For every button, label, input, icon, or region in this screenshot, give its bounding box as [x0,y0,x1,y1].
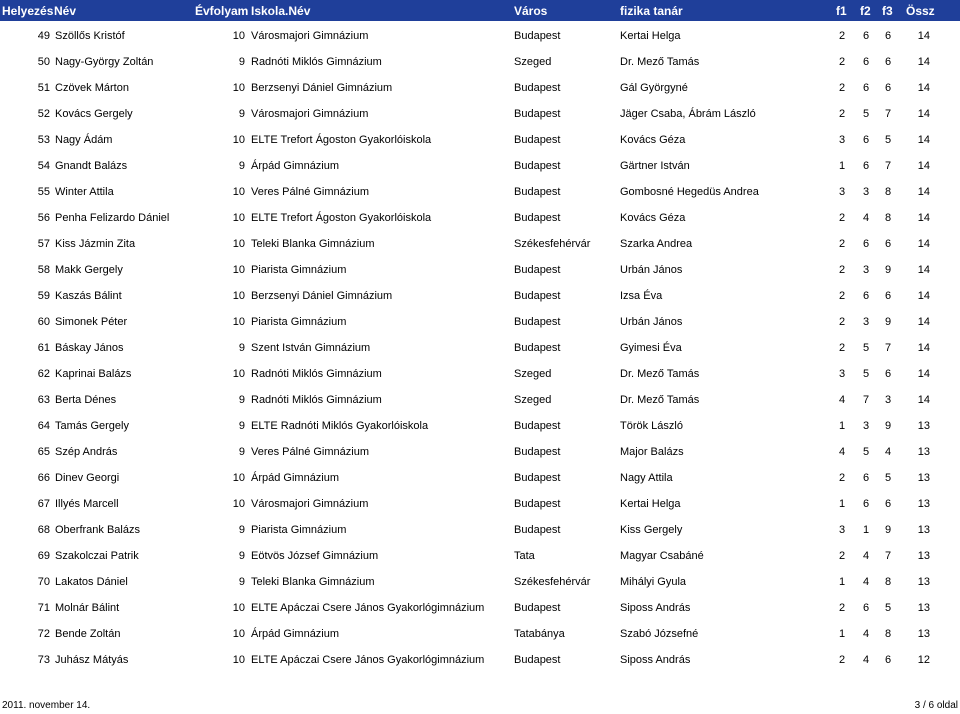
city-cell: Budapest [514,290,561,302]
teacher-cell: Urbán János [620,316,683,328]
f1-score-cell: 2 [838,108,846,120]
table-row [0,443,960,463]
city-cell: Budapest [514,446,561,458]
f2-score-cell: 5 [862,446,870,458]
f2-score-cell: 7 [862,394,870,406]
f1-score-cell: 2 [838,654,846,666]
table-row [0,287,960,307]
table-row [0,625,960,645]
f2-score-cell: 4 [862,628,870,640]
grade-cell: 10 [232,498,245,510]
table-row [0,573,960,593]
table-row [0,391,960,411]
name-cell: Kaprinai Balázs [55,368,132,380]
teacher-cell: Izsa Éva [620,290,663,302]
grade-cell: 9 [238,342,245,354]
f2-score-cell: 4 [862,550,870,562]
name-cell: Tamás Gergely [55,420,129,432]
school-cell: Eötvös József Gimnázium [251,550,379,562]
school-cell: Árpád Gimnázium [251,160,340,172]
f1-score-cell: 1 [838,628,846,640]
rank-cell: 71 [37,602,50,614]
f1-score-cell: 3 [838,524,846,536]
grade-cell: 9 [238,420,245,432]
table-row [0,235,960,255]
rank-cell: 58 [37,264,50,276]
rank-cell: 68 [37,524,50,536]
school-cell: ELTE Apáczai Csere János Gyakorlógimnázium [251,602,485,614]
name-cell: Szöllős Kristóf [55,30,125,42]
grade-cell: 9 [238,576,245,588]
name-cell: Gnandt Balázs [55,160,128,172]
table-row [0,599,960,619]
header-varos: Város [514,4,548,18]
rank-cell: 70 [37,576,50,588]
name-cell: Lakatos Dániel [55,576,128,588]
grade-cell: 10 [232,238,245,250]
total-score-cell: 14 [917,394,930,406]
f3-score-cell: 6 [884,56,892,68]
school-cell: Piarista Gimnázium [251,524,347,536]
total-score-cell: 14 [917,134,930,146]
header-f3: f3 [882,4,893,18]
footer-page-number: 3 / 6 oldal [914,700,958,711]
f3-score-cell: 5 [884,134,892,146]
grade-cell: 9 [238,160,245,172]
f2-score-cell: 4 [862,654,870,666]
f2-score-cell: 6 [862,290,870,302]
name-cell: Juhász Mátyás [55,654,129,666]
total-score-cell: 14 [917,290,930,302]
teacher-cell: Kovács Géza [620,212,686,224]
name-cell: Czövek Márton [55,82,129,94]
city-cell: Budapest [514,498,561,510]
total-score-cell: 13 [917,420,930,432]
total-score-cell: 14 [917,30,930,42]
teacher-cell: Szarka Andrea [620,238,693,250]
table-row [0,339,960,359]
teacher-cell: Jäger Csaba, Ábrám László [620,108,756,120]
f3-score-cell: 4 [884,446,892,458]
f3-score-cell: 8 [884,576,892,588]
rank-cell: 67 [37,498,50,510]
teacher-cell: Urbán János [620,264,683,276]
f1-score-cell: 3 [838,134,846,146]
rank-cell: 73 [37,654,50,666]
teacher-cell: Kertai Helga [620,498,681,510]
f3-score-cell: 3 [884,394,892,406]
name-cell: Makk Gergely [55,264,123,276]
f2-score-cell: 3 [862,264,870,276]
f1-score-cell: 1 [838,160,846,172]
city-cell: Budapest [514,264,561,276]
grade-cell: 10 [232,290,245,302]
city-cell: Szeged [514,394,552,406]
school-cell: Városmajori Gimnázium [251,30,369,42]
total-score-cell: 13 [917,602,930,614]
f1-score-cell: 3 [838,186,846,198]
footer-date: 2011. november 14. [2,700,91,711]
table-row [0,131,960,151]
f2-score-cell: 6 [862,160,870,172]
teacher-cell: Gombosné Hegedüs Andrea [620,186,759,198]
f2-score-cell: 6 [862,56,870,68]
teacher-cell: Kertai Helga [620,30,681,42]
f3-score-cell: 7 [884,550,892,562]
city-cell: Budapest [514,654,561,666]
f1-score-cell: 2 [838,602,846,614]
city-cell: Budapest [514,212,561,224]
table-row [0,261,960,281]
grade-cell: 10 [232,602,245,614]
rank-cell: 63 [37,394,50,406]
f3-score-cell: 7 [884,160,892,172]
total-score-cell: 14 [917,82,930,94]
school-cell: Piarista Gimnázium [251,316,347,328]
school-cell: Árpád Gimnázium [251,628,340,640]
f2-score-cell: 6 [862,498,870,510]
grade-cell: 10 [232,316,245,328]
f2-score-cell: 6 [862,602,870,614]
f2-score-cell: 5 [862,368,870,380]
header-tanar: fizika tanár [620,4,683,18]
city-cell: Budapest [514,186,561,198]
teacher-cell: Magyar Csabáné [620,550,704,562]
school-cell: ELTE Trefort Ágoston Gyakorlóiskola [251,134,432,146]
f1-score-cell: 2 [838,212,846,224]
table-row [0,27,960,47]
header-helyezes: Helyezés [2,4,54,18]
f2-score-cell: 3 [862,186,870,198]
total-score-cell: 12 [917,654,930,666]
teacher-cell: Gyimesi Éva [620,342,682,354]
city-cell: Budapest [514,30,561,42]
name-cell: Penha Felizardo Dániel [55,212,170,224]
total-score-cell: 13 [917,628,930,640]
total-score-cell: 13 [917,446,930,458]
school-cell: Veres Pálné Gimnázium [251,446,369,458]
f2-score-cell: 5 [862,342,870,354]
total-score-cell: 14 [917,212,930,224]
name-cell: Kiss Jázmin Zita [55,238,136,250]
school-cell: Városmajori Gimnázium [251,108,369,120]
grade-cell: 9 [238,550,245,562]
school-cell: ELTE Trefort Ágoston Gyakorlóiskola [251,212,432,224]
city-cell: Székesfehérvár [514,576,591,588]
f1-score-cell: 2 [838,316,846,328]
total-score-cell: 14 [917,342,930,354]
city-cell: Budapest [514,160,561,172]
f1-score-cell: 2 [838,472,846,484]
total-score-cell: 14 [917,264,930,276]
name-cell: Dinev Georgi [55,472,120,484]
school-cell: Radnóti Miklós Gimnázium [251,394,382,406]
city-cell: Tatabánya [514,628,565,640]
table-row [0,79,960,99]
f3-score-cell: 8 [884,628,892,640]
f2-score-cell: 4 [862,576,870,588]
grade-cell: 10 [232,264,245,276]
table-row [0,495,960,515]
city-cell: Budapest [514,82,561,94]
rank-cell: 52 [37,108,50,120]
grade-cell: 10 [232,654,245,666]
grade-cell: 10 [232,186,245,198]
grade-cell: 10 [232,30,245,42]
school-cell: Teleki Blanka Gimnázium [251,238,375,250]
name-cell: Illyés Marcell [55,498,119,510]
grade-cell: 10 [232,82,245,94]
f3-score-cell: 8 [884,212,892,224]
f2-score-cell: 3 [862,420,870,432]
f1-score-cell: 4 [838,394,846,406]
teacher-cell: Kovács Géza [620,134,686,146]
name-cell: Simonek Péter [55,316,128,328]
teacher-cell: Nagy Attila [620,472,673,484]
name-cell: Kaszás Bálint [55,290,122,302]
f3-score-cell: 9 [884,316,892,328]
f2-score-cell: 1 [862,524,870,536]
f1-score-cell: 2 [838,82,846,94]
table-row [0,53,960,73]
f3-score-cell: 6 [884,654,892,666]
grade-cell: 10 [232,368,245,380]
city-cell: Tata [514,550,535,562]
f3-score-cell: 6 [884,498,892,510]
school-cell: ELTE Radnóti Miklós Gyakorlóiskola [251,420,429,432]
rank-cell: 69 [37,550,50,562]
grade-cell: 10 [232,134,245,146]
f2-score-cell: 6 [862,30,870,42]
table-header [0,0,960,21]
city-cell: Székesfehérvár [514,238,591,250]
f1-score-cell: 2 [838,264,846,276]
school-cell: Teleki Blanka Gimnázium [251,576,375,588]
rank-cell: 72 [37,628,50,640]
f1-score-cell: 1 [838,420,846,432]
f3-score-cell: 6 [884,238,892,250]
grade-cell: 9 [238,394,245,406]
school-cell: Radnóti Miklós Gimnázium [251,56,382,68]
name-cell: Winter Attila [55,186,114,198]
name-cell: Nagy-György Zoltán [55,56,154,68]
rank-cell: 62 [37,368,50,380]
teacher-cell: Kiss Gergely [620,524,683,536]
rank-cell: 55 [37,186,50,198]
city-cell: Budapest [514,472,561,484]
rank-cell: 56 [37,212,50,224]
total-score-cell: 13 [917,576,930,588]
rank-cell: 54 [37,160,50,172]
total-score-cell: 14 [917,368,930,380]
rank-cell: 64 [37,420,50,432]
header-f2: f2 [860,4,871,18]
f1-score-cell: 3 [838,368,846,380]
table-row [0,417,960,437]
name-cell: Nagy Ádám [55,134,113,146]
f1-score-cell: 1 [838,576,846,588]
f3-score-cell: 7 [884,108,892,120]
total-score-cell: 14 [917,108,930,120]
city-cell: Budapest [514,342,561,354]
rank-cell: 49 [37,30,50,42]
teacher-cell: Gál Györgyné [620,82,688,94]
f3-score-cell: 9 [884,264,892,276]
total-score-cell: 14 [917,186,930,198]
school-cell: Városmajori Gimnázium [251,498,369,510]
school-cell: Berzsenyi Dániel Gimnázium [251,290,393,302]
teacher-cell: Szabó Józsefné [620,628,699,640]
f3-score-cell: 8 [884,186,892,198]
grade-cell: 9 [238,108,245,120]
total-score-cell: 14 [917,316,930,328]
header-nev: Név [54,4,77,18]
f3-score-cell: 6 [884,290,892,302]
table-row [0,105,960,125]
rank-cell: 61 [37,342,50,354]
header-evfolyam: Évfolyam [195,4,249,18]
f3-score-cell: 6 [884,30,892,42]
rank-cell: 66 [37,472,50,484]
table-row [0,651,960,671]
city-cell: Budapest [514,524,561,536]
teacher-cell: Siposs András [620,654,691,666]
f2-score-cell: 4 [862,212,870,224]
f1-score-cell: 2 [838,550,846,562]
f3-score-cell: 6 [884,368,892,380]
f2-score-cell: 6 [862,82,870,94]
total-score-cell: 13 [917,550,930,562]
f2-score-cell: 6 [862,472,870,484]
teacher-cell: Dr. Mező Tamás [620,368,700,380]
city-cell: Budapest [514,316,561,328]
f3-score-cell: 9 [884,524,892,536]
f1-score-cell: 2 [838,30,846,42]
rank-cell: 57 [37,238,50,250]
name-cell: Berta Dénes [55,394,117,406]
total-score-cell: 13 [917,472,930,484]
rank-cell: 50 [37,56,50,68]
school-cell: ELTE Apáczai Csere János Gyakorlógimnázium [251,654,485,666]
f1-score-cell: 2 [838,290,846,302]
f2-score-cell: 3 [862,316,870,328]
name-cell: Molnár Bálint [55,602,120,614]
total-score-cell: 14 [917,238,930,250]
f3-score-cell: 5 [884,472,892,484]
f3-score-cell: 7 [884,342,892,354]
teacher-cell: Siposs András [620,602,691,614]
f1-score-cell: 2 [838,238,846,250]
f3-score-cell: 6 [884,82,892,94]
teacher-cell: Török László [620,420,683,432]
f2-score-cell: 5 [862,108,870,120]
table-row [0,157,960,177]
total-score-cell: 14 [917,56,930,68]
teacher-cell: Major Balázs [620,446,684,458]
teacher-cell: Mihályi Gyula [620,576,687,588]
city-cell: Budapest [514,108,561,120]
teacher-cell: Dr. Mező Tamás [620,394,700,406]
rank-cell: 59 [37,290,50,302]
city-cell: Szeged [514,56,552,68]
name-cell: Oberfrank Balázs [55,524,140,536]
school-cell: Szent István Gimnázium [251,342,371,354]
table-row [0,313,960,333]
grade-cell: 10 [232,212,245,224]
city-cell: Szeged [514,368,552,380]
grade-cell: 9 [238,524,245,536]
rank-cell: 65 [37,446,50,458]
total-score-cell: 13 [917,498,930,510]
rank-cell: 53 [37,134,50,146]
school-cell: Berzsenyi Dániel Gimnázium [251,82,393,94]
name-cell: Báskay János [55,342,124,354]
table-row [0,469,960,489]
name-cell: Kovács Gergely [55,108,133,120]
header-ossz: Össz [906,4,935,18]
table-row [0,521,960,541]
grade-cell: 9 [238,446,245,458]
f3-score-cell: 5 [884,602,892,614]
grade-cell: 10 [232,472,245,484]
f1-score-cell: 2 [838,56,846,68]
f2-score-cell: 6 [862,238,870,250]
table-row [0,183,960,203]
f1-score-cell: 2 [838,342,846,354]
total-score-cell: 14 [917,160,930,172]
header-iskola: Iskola.Név [251,4,311,18]
table-row [0,365,960,385]
school-cell: Radnóti Miklós Gimnázium [251,368,382,380]
school-cell: Piarista Gimnázium [251,264,347,276]
table-row [0,209,960,229]
table-row [0,547,960,567]
city-cell: Budapest [514,420,561,432]
school-cell: Árpád Gimnázium [251,472,340,484]
total-score-cell: 13 [917,524,930,536]
grade-cell: 10 [232,628,245,640]
f3-score-cell: 9 [884,420,892,432]
header-f1: f1 [836,4,847,18]
name-cell: Bende Zoltán [55,628,121,640]
f1-score-cell: 1 [838,498,846,510]
f1-score-cell: 4 [838,446,846,458]
rank-cell: 51 [37,82,50,94]
name-cell: Szép András [55,446,118,458]
name-cell: Szakolczai Patrik [55,550,139,562]
grade-cell: 9 [238,56,245,68]
teacher-cell: Gärtner István [620,160,690,172]
city-cell: Budapest [514,134,561,146]
school-cell: Veres Pálné Gimnázium [251,186,369,198]
city-cell: Budapest [514,602,561,614]
teacher-cell: Dr. Mező Tamás [620,56,700,68]
rank-cell: 60 [37,316,50,328]
f2-score-cell: 6 [862,134,870,146]
